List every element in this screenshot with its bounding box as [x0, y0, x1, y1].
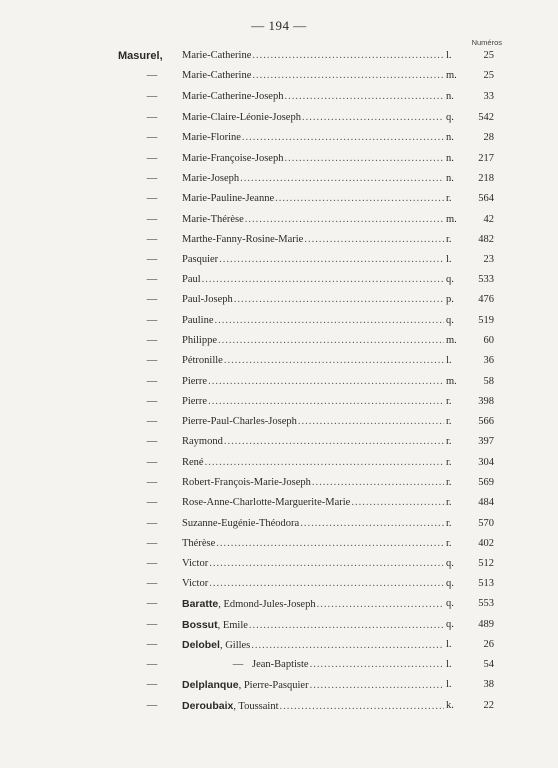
entry-given-names: , Gilles — [219, 640, 251, 651]
entry-given-names: , Toussaint — [233, 701, 279, 712]
entry-number: 304 — [478, 457, 494, 468]
entry-given-names: , Pierre-Pasquier — [238, 680, 309, 691]
dot-leader — [209, 574, 444, 594]
entry-code: r. — [446, 457, 452, 468]
table-row — [0, 696, 558, 716]
dot-leader — [209, 554, 444, 574]
entry-given-names: Pétronille — [182, 355, 223, 366]
entry-name — [182, 311, 444, 331]
table-row — [0, 290, 558, 310]
entry-name — [182, 149, 444, 169]
entry-code: q. — [446, 578, 454, 589]
table-row — [0, 149, 558, 169]
entry-number: 217 — [478, 153, 494, 164]
entry-code: r. — [446, 497, 452, 508]
dot-leader — [205, 453, 444, 473]
entry-number: 218 — [478, 173, 494, 184]
entry-number: 58 — [483, 376, 494, 387]
dot-leader — [300, 514, 444, 534]
entry-code: r. — [446, 234, 452, 245]
entry-code: r. — [446, 436, 452, 447]
ditto-dash: — — [146, 497, 158, 508]
entry-code: l. — [446, 254, 452, 265]
table-row — [0, 311, 558, 331]
entry-given-names: Pauline — [182, 315, 214, 326]
entry-number: 489 — [478, 619, 494, 630]
entry-given-names: , Edmond-Jules-Joseph — [218, 599, 316, 610]
entry-code: m. — [446, 214, 457, 225]
entry-given-names: Marthe-Fanny-Rosine-Marie — [182, 234, 304, 245]
entry-code: r. — [446, 416, 452, 427]
ditto-dash: — — [146, 538, 158, 549]
entry-code: q. — [446, 598, 454, 609]
dot-leader — [219, 250, 444, 270]
dot-leader — [224, 432, 444, 452]
entry-number: 476 — [478, 294, 494, 305]
entry-given-names: Philippe — [182, 335, 218, 346]
entry-given-names: Marie-Thérèse — [182, 214, 244, 225]
entry-name — [182, 46, 444, 66]
entry-given-names: Marie-Florine — [182, 132, 241, 143]
entry-code: n. — [446, 153, 454, 164]
entry-code: p. — [446, 294, 454, 305]
entry-number: 26 — [483, 639, 494, 650]
table-row — [0, 412, 558, 432]
entry-number: 36 — [483, 355, 494, 366]
entry-number: 482 — [478, 234, 494, 245]
dot-leader — [280, 697, 444, 717]
table-row — [0, 574, 558, 594]
entry-name — [182, 615, 444, 636]
entry-code: r. — [446, 518, 452, 529]
entry-code: l. — [446, 50, 452, 61]
entry-code: r. — [446, 193, 452, 204]
entry-number: 542 — [478, 112, 494, 123]
table-row — [0, 108, 558, 128]
entry-code: n. — [446, 173, 454, 184]
ditto-dash: — — [146, 558, 158, 569]
entry-name — [182, 696, 444, 717]
table-row — [0, 87, 558, 107]
entry-name — [182, 66, 444, 86]
entry-number: 402 — [478, 538, 494, 549]
entry-name — [182, 250, 444, 270]
column-header: Numéros — [471, 38, 502, 47]
entry-given-names: Paul — [182, 274, 201, 285]
page-number: — 194 — — [251, 18, 307, 33]
entry-name — [182, 675, 444, 696]
ditto-dash: — — [146, 173, 158, 184]
table-row — [0, 594, 558, 614]
entry-code: r. — [446, 477, 452, 488]
entry-name — [182, 473, 444, 493]
entry-name — [182, 87, 444, 107]
entry-code: m. — [446, 70, 457, 81]
entry-surname: Delobel — [182, 639, 220, 651]
entry-number: 512 — [478, 558, 494, 569]
dot-leader — [298, 412, 444, 432]
ditto-dash: — — [146, 153, 158, 164]
dot-leader — [284, 149, 444, 169]
entry-code: l. — [446, 355, 452, 366]
dot-leader — [252, 66, 444, 86]
ditto-dash: — — [146, 518, 158, 529]
ditto-dash: — — [146, 132, 158, 143]
entry-code: k. — [446, 700, 454, 711]
table-row — [0, 655, 558, 675]
dot-leader — [245, 210, 444, 230]
entry-name — [182, 594, 444, 615]
dot-leader — [310, 655, 444, 675]
entry-name — [182, 290, 444, 310]
entry-given-names: Pierre — [182, 376, 208, 387]
table-row — [0, 514, 558, 534]
ditto-dash: — — [146, 91, 158, 102]
ditto-dash: — — [146, 112, 158, 123]
dot-leader — [202, 270, 444, 290]
entry-given-names: Thérèse — [182, 538, 216, 549]
entry-name — [182, 210, 444, 230]
dot-leader — [312, 473, 444, 493]
dot-leader — [275, 189, 444, 209]
entry-name — [182, 412, 444, 432]
entry-number: 38 — [483, 679, 494, 690]
entry-code: m. — [446, 335, 457, 346]
entry-number: 25 — [483, 50, 494, 61]
table-row — [0, 635, 558, 655]
entry-name — [252, 655, 444, 675]
entry-name — [182, 635, 444, 656]
entry-name — [182, 169, 444, 189]
table-row — [0, 189, 558, 209]
entry-name — [182, 372, 444, 392]
entry-given-names: Marie-Françoise-Joseph — [182, 153, 284, 164]
ditto-dash: — — [146, 376, 158, 387]
table-row — [0, 128, 558, 148]
table-row — [0, 169, 558, 189]
entry-name — [182, 392, 444, 412]
table-row — [0, 554, 558, 574]
entry-given-names: Marie-Joseph — [182, 173, 240, 184]
entry-number: 553 — [478, 598, 494, 609]
table-row — [0, 615, 558, 635]
entry-number: 398 — [478, 396, 494, 407]
entry-number: 22 — [483, 700, 494, 711]
entry-name — [182, 189, 444, 209]
entry-name — [182, 331, 444, 351]
dot-leader — [224, 351, 444, 371]
ditto-dash: — — [146, 274, 158, 285]
entry-code: q. — [446, 619, 454, 630]
entry-given-names: Suzanne-Eugénie-Théodora — [182, 518, 300, 529]
entry-given-names: Marie-Catherine — [182, 70, 252, 81]
entry-surname: Delplanque — [182, 679, 239, 691]
dot-leader — [284, 87, 444, 107]
entry-given-names: Pierre — [182, 396, 208, 407]
ditto-dash: — — [146, 598, 158, 609]
entry-code: l. — [446, 639, 452, 650]
dot-leader — [208, 372, 444, 392]
entry-name — [182, 432, 444, 452]
ditto-dash-secondary: — — [232, 659, 244, 670]
ditto-dash: — — [146, 679, 158, 690]
entry-name — [182, 230, 444, 250]
entry-code: r. — [446, 396, 452, 407]
entry-code: l. — [446, 659, 452, 670]
table-row — [0, 351, 558, 371]
entry-surname: Masurel, — [118, 50, 163, 62]
entry-surname: Bossut — [182, 619, 218, 631]
ditto-dash: — — [146, 294, 158, 305]
ditto-dash: — — [146, 578, 158, 589]
entry-given-names: Raymond — [182, 436, 223, 447]
ditto-dash: — — [146, 457, 158, 468]
entry-number: 25 — [483, 70, 494, 81]
entry-given-names: Jean-Baptiste — [252, 659, 309, 670]
dot-leader — [351, 493, 444, 513]
dot-leader — [215, 311, 445, 331]
entry-code: q. — [446, 112, 454, 123]
entry-given-names: Victor — [182, 558, 209, 569]
entry-name — [182, 514, 444, 534]
ditto-dash: — — [146, 700, 158, 711]
entry-code: r. — [446, 538, 452, 549]
entry-number: 54 — [483, 659, 494, 670]
table-row — [0, 372, 558, 392]
entry-given-names: Paul-Joseph — [182, 294, 233, 305]
ditto-dash: — — [146, 254, 158, 265]
ditto-dash: — — [146, 659, 158, 670]
ditto-dash: — — [146, 416, 158, 427]
entry-number: 566 — [478, 416, 494, 427]
dot-leader — [317, 595, 444, 615]
entry-given-names: Rose-Anne-Charlotte-Marguerite-Marie — [182, 497, 351, 508]
ditto-dash: — — [146, 477, 158, 488]
table-row — [0, 210, 558, 230]
table-row — [0, 46, 558, 66]
dot-leader — [218, 331, 444, 351]
entry-given-names: Marie-Pauline-Jeanne — [182, 193, 275, 204]
entry-number: 23 — [483, 254, 494, 265]
entry-name — [182, 554, 444, 574]
table-row — [0, 432, 558, 452]
ditto-dash: — — [146, 355, 158, 366]
entry-given-names: Pierre-Paul-Charles-Joseph — [182, 416, 297, 427]
ditto-dash: — — [146, 436, 158, 447]
entry-surname: Deroubaix — [182, 700, 234, 712]
table-row — [0, 534, 558, 554]
entry-number: 569 — [478, 477, 494, 488]
table-row — [0, 453, 558, 473]
ditto-dash: — — [146, 396, 158, 407]
table-row — [0, 66, 558, 86]
entry-given-names: Pasquier — [182, 254, 219, 265]
entry-number: 60 — [483, 335, 494, 346]
ditto-dash: — — [146, 639, 158, 650]
table-row — [0, 675, 558, 695]
entry-given-names: Marie-Catherine — [182, 50, 252, 61]
entry-number: 28 — [483, 132, 494, 143]
entry-given-names: Victor — [182, 578, 209, 589]
entry-given-names: Marie-Claire-Léonie-Joseph — [182, 112, 301, 123]
ditto-dash: — — [146, 214, 158, 225]
entry-name — [182, 453, 444, 473]
ditto-dash: — — [146, 234, 158, 245]
entry-given-names: René — [182, 457, 204, 468]
dot-leader — [310, 676, 444, 696]
entry-given-names: Marie-Catherine-Joseph — [182, 91, 284, 102]
entry-number: 519 — [478, 315, 494, 326]
entry-name — [182, 534, 444, 554]
entry-code: l. — [446, 679, 452, 690]
dot-leader — [304, 230, 444, 250]
entry-name — [182, 108, 444, 128]
entry-code: q. — [446, 274, 454, 285]
entry-number: 570 — [478, 518, 494, 529]
entry-number: 513 — [478, 578, 494, 589]
entry-number: 42 — [483, 214, 494, 225]
ditto-dash: — — [146, 70, 158, 81]
dot-leader — [302, 108, 444, 128]
ditto-dash: — — [146, 619, 158, 630]
table-row — [0, 473, 558, 493]
entry-given-names: , Emile — [217, 620, 248, 631]
table-row — [0, 331, 558, 351]
entry-name — [182, 351, 444, 371]
entry-code: q. — [446, 315, 454, 326]
dot-leader — [249, 616, 444, 636]
ditto-dash: — — [146, 193, 158, 204]
ditto-dash: — — [146, 315, 158, 326]
entry-name — [182, 574, 444, 594]
dot-leader — [252, 46, 444, 66]
entry-code: n. — [446, 132, 454, 143]
dot-leader — [240, 169, 444, 189]
dot-leader — [251, 636, 444, 656]
table-row — [0, 230, 558, 250]
table-row — [0, 250, 558, 270]
entry-name — [182, 128, 444, 148]
entry-number: 397 — [478, 436, 494, 447]
entry-code: m. — [446, 376, 457, 387]
entry-surname: Baratte — [182, 598, 219, 610]
table-row — [0, 392, 558, 412]
table-row — [0, 270, 558, 290]
dot-leader — [242, 128, 444, 148]
entry-number: 33 — [483, 91, 494, 102]
entry-code: q. — [446, 558, 454, 569]
entry-number: 484 — [478, 497, 494, 508]
entry-name — [182, 493, 444, 513]
entry-number: 564 — [478, 193, 494, 204]
entry-name — [182, 270, 444, 290]
dot-leader — [216, 534, 444, 554]
entry-given-names: Robert-François-Marie-Joseph — [182, 477, 311, 488]
entry-number: 533 — [478, 274, 494, 285]
table-row — [0, 493, 558, 513]
ditto-dash: — — [146, 335, 158, 346]
dot-leader — [234, 290, 444, 310]
entry-code: n. — [446, 91, 454, 102]
dot-leader — [208, 392, 444, 412]
